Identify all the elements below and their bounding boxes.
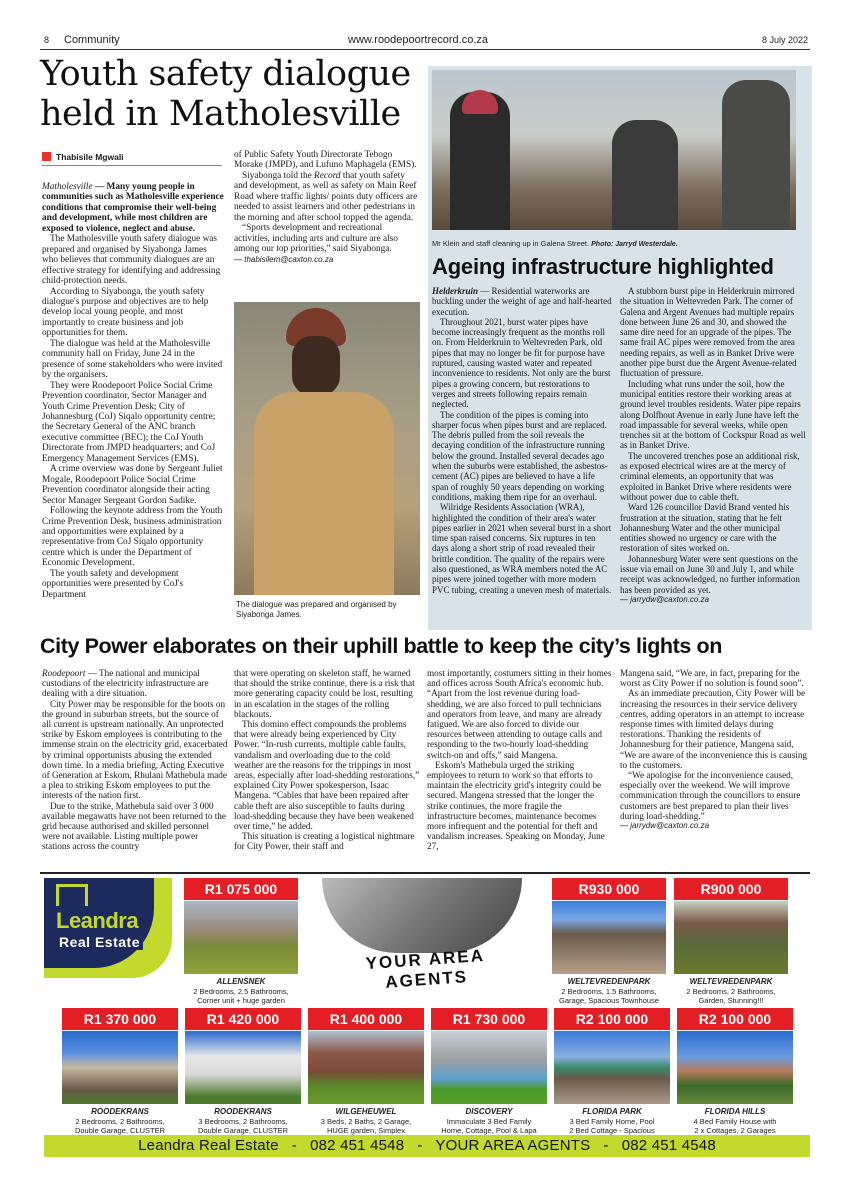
listing-card[interactable] — [184, 878, 298, 1006]
listing-suburb: DISCOVERY — [465, 1107, 513, 1116]
listing-card[interactable] — [431, 1008, 547, 1136]
paragraph: The condition of the pipes is coming into sharper focus when pipes burst and are replaced. The debris pulled from the soil reveals the decaying condition of the infrastructure running below the ground. Installed several decades ago when the suburbs were established, the asbestos-cement (AC) pipes are believed to have a life span of roughly 50 years depending on working conditions, making them ripe for an overhaul. — [432, 409, 608, 502]
page-header — [40, 34, 810, 50]
page-number: 8 — [44, 35, 50, 45]
paragraph: “Sports development and recreational activities, including arts and culture are also among our top priorities,” said Siyabonga. — [234, 223, 398, 255]
listing-card[interactable] — [552, 878, 666, 1006]
article2-column-2 — [620, 286, 806, 605]
listing-detail: 2 Bed Cottage - Spacious — [569, 1126, 655, 1135]
article3-column-2 — [234, 668, 420, 852]
listing-photo — [677, 1031, 793, 1104]
paragraph: City Power may be responsible for the boots on the ground in suburban streets, but the source of all current is upstream nationally. An unprotected strike by Eskom employees is contributing to the immense strain on the electricity grid, exacerbated by criminal opportunists abusing the extended down time. In a media briefing, Acting Executive of Generation at Eskom, Rhulani Mathebula made a plea to striking Eskom employees to put the interests of the nation first. — [42, 698, 228, 801]
article1-lead — [42, 182, 224, 234]
article1-column-1 — [42, 182, 224, 600]
listing-detail: Corner unit + huge garden — [197, 996, 285, 1005]
listing-photo — [184, 901, 298, 974]
listing-photo — [552, 901, 666, 974]
article1-byline — [42, 152, 222, 166]
listing-detail: 3 Bedrooms, 2 Bathrooms, — [198, 1116, 288, 1126]
listing-detail: 3 Beds, 2 Baths, 2 Garage, — [320, 1116, 412, 1126]
listing-suburb: WILGEHEUWEL — [335, 1107, 397, 1116]
listing-suburb: WELTEVREDENPARK — [567, 977, 651, 986]
issue-date: 8 July 2022 — [761, 35, 808, 45]
leandra-logo: Leandra Real Estate — [44, 878, 172, 978]
listing-price: R2 100 000 — [677, 1008, 793, 1030]
paragraph: of Public Safety Youth Directorate Tebogo Morake (JMPD), and Lufuno Maphagela (EMS). — [234, 150, 417, 171]
agents-photo — [322, 878, 522, 953]
photo-person-3 — [722, 80, 790, 230]
paragraph: This situation is creating a logistical nightmare for City Power, their staff and — [234, 831, 415, 852]
listing-photo — [308, 1031, 424, 1104]
paragraph: Eskom's Mathebula urged the striking employees to return to work so that efforts to maintain the electricity grid's integrity could be secured. Mangena stressed that the longer the strike continues, the more fragile the infrastructure becomes, maintenance becomes more infrequent and the potential for theft and vandalism increases. Speaking on Monday, June 27, — [427, 759, 605, 852]
listing-suburb: ROODEKRANS — [214, 1107, 272, 1116]
section-name: Community — [64, 34, 120, 46]
article1-headline: Youth safety dialogue held in Matholesville — [40, 54, 411, 134]
agents-banner — [308, 878, 538, 1002]
article3-column-3 — [427, 668, 613, 852]
author-email[interactable]: — jarrydw@caxton.co.za — [620, 821, 710, 831]
article2-lead: Helderkruin — Residential waterworks are buckling under the weight of age and half-hearted execution. — [432, 286, 612, 317]
paragraph: As an immediate precaution, City Power will be increasing the resources in their service delivery centres, adding operators in an attempt to increase response times with limited delays during restorations. Thanking the residents of Johannesburg for their patience, Mangena said, “We are aware of the inconvenience this is causing to the customers. — [620, 688, 808, 770]
article2-photo-caption: Mr Klein and staff cleaning up in Galena Street. Photo: Jarryd Westerdale. — [432, 239, 678, 248]
listing-suburb: FLORIDA HILLS — [704, 1107, 766, 1116]
paragraph: Ward 126 councillor David Brand vented his frustration at the situation, stating that he felt Johannesburg Water and the other municipal entities showed no urgency or care with the restoration of sites worked on. — [620, 502, 790, 554]
paragraph: “We apologise for the inconvenience caused, especially over the weekend. We will improve communication through the councillors to ensure customers are best prepared to plan their lives during load-shedding.” — [620, 770, 801, 821]
listing-card[interactable] — [62, 1008, 178, 1136]
byline-author: Thabisile Mgwali — [56, 152, 124, 162]
listing-price: R1 730 000 — [431, 1008, 547, 1030]
listing-detail: Double Garage, CLUSTER — [74, 1126, 166, 1135]
paragraph: Mangena said, “We are, in fact, preparing for the worst as City Power if no solution is found soon”. — [620, 668, 804, 689]
paragraph: The youth safety and development opportunities were presented by CoJ's Department — [42, 568, 184, 600]
listing-detail: HUGE garden, Simplex — [327, 1126, 405, 1135]
photo-subject-body — [254, 392, 394, 595]
listing-detail: 2 Bedrooms, 2 Bathrooms, — [75, 1116, 165, 1126]
listing-detail: 2 x Cottages, 2 Garages — [694, 1126, 776, 1135]
listing-card[interactable] — [554, 1008, 670, 1136]
paragraph: According to Siyabonga, the youth safety dialogue's purpose and objectives are to help develop local young people, and most importantly to create business and job opportunities for them. — [42, 286, 209, 339]
paragraph: Siyabonga told the Record that youth safety and development, as well as safety on Main Reef Road where traffic lights/ points duty officers are needed to assist learners and other pedestrians in the morning and after school topped the agenda. — [234, 170, 418, 223]
byline-marker-icon — [42, 152, 51, 161]
listing-card[interactable] — [308, 1008, 424, 1136]
paragraph: They were Roodepoort Police Social Crime Prevention coordinator, Sector Manager and Youth Crime Prevention Desk; City of Johannesburg (CoJ) Siqalo opportunity centre; the Secretary General of the ANC branch executive committee (BEC); the CoJ Youth Directorate from JMPD headquarters; and CoJ Emergency Management Services (EMS). — [42, 380, 216, 464]
lead-text: — Many young people in communities such as Matholesville experience conditions that compromise their well-being and development, while most children are exposed to violence, neglect and abuse. — [42, 182, 224, 234]
ad-divider — [40, 872, 810, 874]
listing-photo — [431, 1031, 547, 1104]
photo-person-2 — [612, 120, 678, 230]
agents-slogan: YOUR AREA AGENTS — [365, 945, 486, 992]
article3-column-4 — [620, 668, 808, 831]
article3-lead: Roodepoort — The national and municipal custodians of the electricity infrastructure are dealing with a dire situation. — [42, 668, 209, 699]
paragraph: The Matholesville youth safety dialogue was prepared and organised by Siyabonga James who believes that community dialogues are an effective strategy for identifying and addressing child-protection needs. — [42, 234, 221, 287]
listing-detail: Garage, Spacious Townhouse — [559, 996, 659, 1005]
article1-column-2 — [234, 150, 420, 265]
listing-detail: 4 Bed Family House with — [693, 1116, 777, 1126]
ad-footer-contact-bar[interactable]: Leandra Real Estate - 082 451 4548 - YOUR AREA AGENTS - 082 451 4548 — [44, 1135, 810, 1157]
listing-detail: Double Garage, CLUSTER — [197, 1126, 289, 1135]
listing-price: R1 400 000 — [308, 1008, 424, 1030]
listing-detail: Garden, Stunning!!! — [698, 996, 764, 1005]
listing-price: R1 370 000 — [62, 1008, 178, 1030]
paragraph: that were operating on skeleton staff, he warned that should the strike continue, there is a risk that more generating capacity could be lost, resulting in an escalation in the stages of the rolling blackouts. — [234, 668, 415, 719]
listing-photo — [674, 901, 788, 974]
paragraph: Including what runs under the soil, how the municipal entities restore their working areas at ground level troubles residents. Water pipe repairs along Dolfhout Avenue in early June have left the road impassable for several weeks, while open trenches sit at the bottom of Cockspur Road as well as in Banket Drive. — [620, 378, 806, 451]
photo-credit: Photo: Jarryd Westerdale. — [591, 241, 678, 248]
listing-suburb: FLORIDA PARK — [582, 1107, 642, 1116]
paragraph: Due to the strike, Mathebula said over 3 000 available megawatts have not been returned to the grid because authorised and skilled personnel were not available. Listing multiple power stations across the country — [42, 800, 226, 852]
listing-card[interactable] — [677, 1008, 793, 1136]
listing-detail: 2 Bedrooms, 2 Bathrooms, — [686, 986, 776, 996]
paragraph: Johannesburg Water were sent questions on the issue via email on June 30 and July 1, and while receipt was acknowledged, no further information has been provided as yet. — [620, 553, 800, 595]
listing-detail: 2 Bedrooms, 2.5 Bathrooms, — [193, 986, 289, 996]
photo-subject-face — [292, 336, 340, 396]
paragraph: This domino effect compounds the problems that were already being experienced by City Power. “In-rush currents, multiple cable faults, vandalism and overloading due to the cold weather are the reasons for the trippings in most areas, especially after load-shedding restorations,” explained City Power spokesperson, Isaac Mangena. “Cables that have been repaired after cable theft are also susceptible to faults during load-shedding because they have been weakened over time,” he added. — [234, 719, 420, 832]
paragraph: A stubborn burst pipe in Helderkruin mirrored the situation in Weltevreden Park. The corner of Galena and Argent Avenues had multiple repairs done between June 26 and 30, and showed the same dire need for an upgrade of the pipes. The same frail AC pipes were removed from the area needing repairs, as well as in Banket Drive were another pipe burst due the Argent Avenue-related fluctuation of pressure. — [620, 286, 797, 379]
paragraph: Following the keynote address from the Youth Crime Prevention Desk, business administration and opportunities were explained by a representative from CoJ Siqalo opportunity centre which is under the Department of Economic Development. — [42, 506, 223, 569]
listing-suburb: ALLENSNEK — [216, 977, 266, 986]
listing-detail: 3 Bed Family Home, Pool — [569, 1116, 655, 1126]
site-url[interactable]: www.roodepoortrecord.co.za — [348, 34, 489, 46]
listing-card[interactable] — [185, 1008, 301, 1136]
paragraph: The dialogue was held at the Matholesville community hall on Friday, June 24 in the presence of some stakeholders who were invited by the organisers. — [42, 338, 223, 381]
article1-photo — [234, 302, 420, 595]
paragraph: A crime overview was done by Sergeant Juliet Mogale, Roodepoort Police Social Crime Prevention coordinator alongside their acting Sector Manager Sergeant Gordon Sadike. — [42, 464, 223, 506]
listing-price: R930 000 — [552, 878, 666, 900]
listing-price: R1 075 000 — [184, 878, 298, 900]
listing-photo — [554, 1031, 670, 1104]
listing-detail: Home, Cottage, Pool & Lapa — [441, 1126, 537, 1135]
listing-photo — [185, 1031, 301, 1104]
author-email[interactable]: — jarrydw@caxton.co.za — [620, 594, 710, 604]
listing-photo — [62, 1031, 178, 1104]
listing-price: R2 100 000 — [554, 1008, 670, 1030]
listing-price: R1 420 000 — [185, 1008, 301, 1030]
article2-headline: Ageing infrastructure highlighted — [432, 254, 774, 279]
article2-photo — [432, 70, 796, 230]
author-email[interactable]: — thabisilem@caxton.co.za — [234, 254, 334, 264]
paragraph: The uncovered trenches pose an additional risk, as exposed electrical wires are at the mercy of criminal elements, an opportunity that was exploited in Banket Drive where residents were without power due to cable theft. — [620, 450, 800, 502]
article3-headline: City Power elaborates on their uphill battle to keep the city’s lights on — [40, 634, 723, 658]
paragraph: most importantly, costumers sitting in their homes and offices across South Africa's economic hub. “Apart from the lost revenue during load-shedding, we are also forced to pull technicians and operators from leave, and many are already fatigued. We are also forced to divide our resources between attending to outage calls and responding to the two-hourly load-shedding switch-on and offs,” said Mangena. — [427, 668, 612, 760]
listing-detail: 2 Bedrooms, 1.5 Bathrooms, — [561, 986, 657, 996]
paragraph: Throughout 2021, burst water pipes have become increasingly frequent as the months roll on. From Helderkruin to Weltevreden Park, old pipes that may no longer be fit for purpose have ruptured, causing wasted water and repeated inconvenience to residents. Not only are the burst pipes a growing concern, but restorations to verges and streets following repairs remain neglected. — [432, 316, 611, 410]
dateline: Matholesville — [42, 182, 93, 192]
article1-photo-caption: The dialogue was prepared and organised by Siyabonga James. — [236, 600, 397, 619]
listing-suburb: ROODEKRANS — [91, 1107, 149, 1116]
listing-card[interactable] — [674, 878, 788, 1006]
listing-price: R900 000 — [674, 878, 788, 900]
paragraph: Wilridge Residents Association (WRA), highlighted the condition of their area's water pipes earlier in 2021 when several burst in a short time span raised concerns. Six ruptures in ten days along a short strip of road revealed their brittle condition. The quality of the repairs were also questioned, as WRA members noted the AC pipes were joined together with more modern PVC tubing, creating a uneven mesh of materials. — [432, 502, 612, 595]
house-roof-icon — [56, 884, 88, 906]
article3-column-1 — [42, 668, 228, 852]
listing-detail: Immaculate 3 Bed Family — [446, 1116, 532, 1126]
article2-column-1 — [432, 286, 612, 595]
listing-suburb: WELTEVREDENPARK — [689, 977, 773, 986]
